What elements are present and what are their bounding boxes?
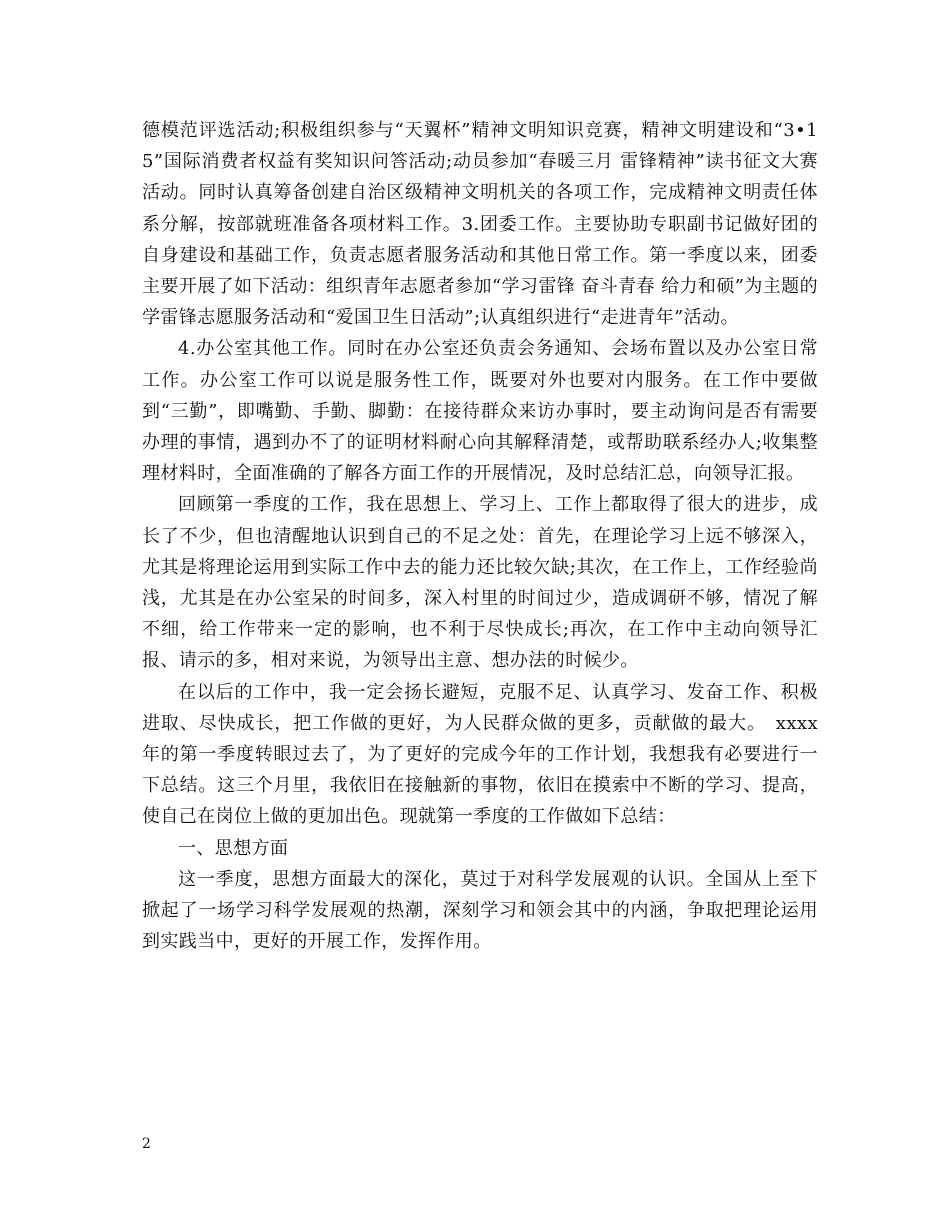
section-heading: 一、思想方面 xyxy=(178,837,289,859)
paragraph-4: 在以后的工作中，我一定会扬长避短，克服不足、认真学习、发奋工作、积极进取、尽快成长，把工作做的更好，为人民群众做的更多，贡献做的最大。 xxxx年的第一季度转眼过去了，为了更好的完成今年的工作计划，我想我有必要进行一下总结。这三个月里，我依旧在接触新的事物，依旧在摸索中不断的学习、提高，使自己在岗位上做的更加出色。现就第一季度的工作做如下总结： xyxy=(142,681,818,828)
paragraph-5: 这一季度，思想方面最大的深化，莫过于对科学发展观的认识。全国从上至下掀起了一场学习科学发展观的热潮，深刻学习和领会其中的内涵，争取把理论运用到实践当中，更好的开展工作，发挥作用。 xyxy=(142,868,818,953)
paragraph-1: 德模范评选活动;积极组织参与“天翼杯”精神文明知识竞赛，精神文明建设和“3•15”国际消费者权益有奖知识问答活动;动员参加“春暖三月 雷锋精神”读书征文大赛活动。同时认真筹备创建自治区级精神文明机关的各项工作，完成精神文明责任体系分解，按部就班准备各项材料工作。3.团委工作。主要协助专职副书记做好团的自身建设和基础工作，负责志愿者服务活动和其他日常工作。第一季度以来，团委主要开展了如下活动：组织青年志愿者参加“学习雷锋 奋斗青春 给力和硕”为主题的学雷锋志愿服务活动和“爱国卫生日活动”;认真组织进行“走进青年”活动。 xyxy=(142,120,818,329)
page-number: 2 xyxy=(142,1136,151,1152)
paragraph-3: 回顾第一季度的工作，我在思想上、学习上、工作上都取得了很大的进步，成长了不少，但也清醒地认识到自己的不足之处：首先，在理论学习上远不够深入，尤其是将理论运用到实际工作中去的能力还比较欠缺;其次，在工作上，工作经验尚浅，尤其是在办公室呆的时间多，深入村里的时间过少，造成调研不够，情况了解不细，给工作带来一定的影响，也不利于尽快成长;再次，在工作中主动向领导汇报、请示的多，相对来说，为领导出主意、想办法的时候少。 xyxy=(142,494,818,672)
paragraph-2: 4.办公室其他工作。同时在办公室还负责会务通知、会场布置以及办公室日常工作。办公室工作可以说是服务性工作，既要对外也要对内服务。在工作中要做到“三勤”，即嘴勤、手勤、脚勤：在接待群众来访办事时，要主动询问是否有需要办理的事情，遇到办不了的证明材料耐心向其解释清楚，或帮助联系经办人;收集整理材料时，全面准确的了解各方面工作的开展情况，及时总结汇总，向领导汇报。 xyxy=(142,338,818,485)
document-body xyxy=(142,115,818,957)
